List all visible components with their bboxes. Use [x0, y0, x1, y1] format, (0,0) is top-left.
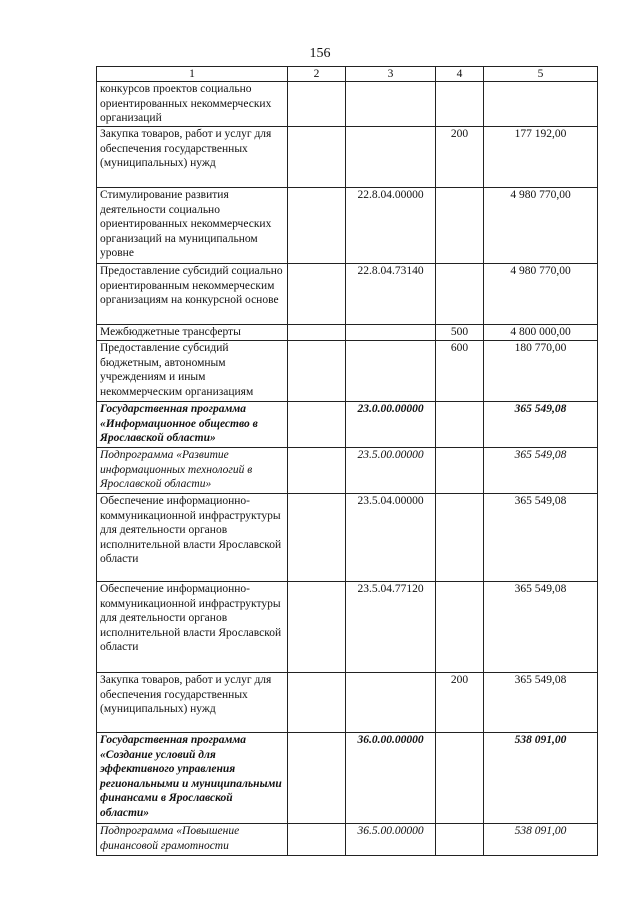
table-row: [97, 733, 598, 824]
row-name: конкурсов проектов социально ориентированных некоммерческих организаций: [97, 82, 288, 127]
row-expense-type: [436, 494, 484, 582]
row-code: 23.5.04.77120: [346, 582, 436, 673]
row-amount: 180 770,00: [484, 341, 598, 402]
row-amount: 4 800 000,00: [484, 325, 598, 341]
row-name: Государственная программа «Создание условий для эффективного управления региональными и муниципальными финансами в Ярославской области»: [97, 733, 288, 824]
table-row: [97, 402, 598, 448]
row-amount: 4 980 770,00: [484, 264, 598, 325]
row-expense-type: 200: [436, 127, 484, 188]
row-col2: [288, 582, 346, 673]
table-row: [97, 264, 598, 325]
column-header-4: 4: [436, 67, 484, 82]
row-expense-type: 600: [436, 341, 484, 402]
row-name: Закупка товаров, работ и услуг для обеспечения государственных (муниципальных) нужд: [97, 127, 288, 188]
row-name: Обеспечение информационно-коммуникационной инфраструктуры для деятельности органов исполнительной власти Ярославской области: [97, 582, 288, 673]
row-code: 23.5.04.00000: [346, 494, 436, 582]
row-code: [346, 341, 436, 402]
row-expense-type: [436, 582, 484, 673]
row-col2: [288, 127, 346, 188]
column-header-1: 1: [97, 67, 288, 82]
row-amount: 365 549,08: [484, 673, 598, 733]
table-row: [97, 127, 598, 188]
row-expense-type: 500: [436, 325, 484, 341]
page-number: 156: [309, 46, 331, 61]
row-expense-type: [436, 82, 484, 127]
row-code: [346, 325, 436, 341]
table-row: [97, 325, 598, 341]
row-code: 23.5.00.00000: [346, 448, 436, 494]
row-col2: [288, 325, 346, 341]
table-row: [97, 82, 598, 127]
budget-table: [96, 66, 598, 856]
row-expense-type: [436, 448, 484, 494]
row-name: Предоставление субсидий социально ориентированным некоммерческим организациям на конкурсной основе: [97, 264, 288, 325]
row-expense-type: [436, 824, 484, 856]
row-col2: [288, 341, 346, 402]
row-amount: 177 192,00: [484, 127, 598, 188]
row-code: 36.0.00.00000: [346, 733, 436, 824]
row-name: Межбюджетные трансферты: [97, 325, 288, 341]
row-amount: 538 091,00: [484, 733, 598, 824]
row-code: [346, 673, 436, 733]
row-code: 23.0.00.00000: [346, 402, 436, 448]
row-name: Подпрограмма «Повышение финансовой грамотности: [97, 824, 288, 856]
row-col2: [288, 494, 346, 582]
row-code: 22.8.04.73140: [346, 264, 436, 325]
table-row: [97, 582, 598, 673]
row-col2: [288, 733, 346, 824]
row-col2: [288, 264, 346, 325]
row-col2: [288, 402, 346, 448]
table-row: [97, 448, 598, 494]
row-expense-type: [436, 264, 484, 325]
table-row: [97, 824, 598, 856]
row-amount: 365 549,08: [484, 582, 598, 673]
row-name: Предоставление субсидий бюджетным, автономным учреждениям и иным некоммерческим организациям: [97, 341, 288, 402]
row-expense-type: [436, 402, 484, 448]
row-expense-type: [436, 188, 484, 264]
row-expense-type: 200: [436, 673, 484, 733]
row-code: [346, 82, 436, 127]
row-name: Государственная программа «Информационное общество в Ярославской области»: [97, 402, 288, 448]
row-amount: 365 549,08: [484, 494, 598, 582]
row-expense-type: [436, 733, 484, 824]
table-row: [97, 341, 598, 402]
row-amount: 538 091,00: [484, 824, 598, 856]
table-row: [97, 188, 598, 264]
row-col2: [288, 673, 346, 733]
row-name: Подпрограмма «Развитие информационных технологий в Ярославской области»: [97, 448, 288, 494]
column-header-3: 3: [346, 67, 436, 82]
row-amount: [484, 82, 598, 127]
column-header-2: 2: [288, 67, 346, 82]
row-amount: 365 549,08: [484, 448, 598, 494]
column-header-5: 5: [484, 67, 598, 82]
table-header-row: [97, 67, 598, 82]
row-code: 36.5.00.00000: [346, 824, 436, 856]
row-amount: 365 549,08: [484, 402, 598, 448]
row-code: 22.8.04.00000: [346, 188, 436, 264]
table-row: [97, 494, 598, 582]
table-row: [97, 673, 598, 733]
row-name: Закупка товаров, работ и услуг для обеспечения государственных (муниципальных) нужд: [97, 673, 288, 733]
row-col2: [288, 824, 346, 856]
row-col2: [288, 188, 346, 264]
row-name: Стимулирование развития деятельности социально ориентированных некоммерческих организаций на муниципальном уровне: [97, 188, 288, 264]
row-name: Обеспечение информационно-коммуникационной инфраструктуры для деятельности органов исполнительной власти Ярославской области: [97, 494, 288, 582]
row-col2: [288, 82, 346, 127]
row-amount: 4 980 770,00: [484, 188, 598, 264]
row-col2: [288, 448, 346, 494]
row-code: [346, 127, 436, 188]
